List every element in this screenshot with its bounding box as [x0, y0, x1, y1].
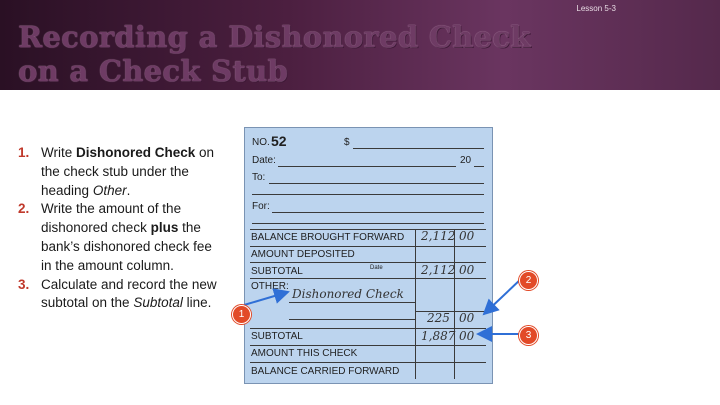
balance-carried-label: BALANCE CARRIED FORWARD — [251, 366, 400, 377]
step-text: line. — [182, 295, 212, 311]
title-line-1: Recording a Dishonored Check — [18, 20, 531, 54]
step-bold: Dishonored Check — [76, 145, 196, 160]
title-line-2: on a Check Stub — [18, 54, 289, 88]
other-dollars: 225 — [427, 311, 450, 325]
callout-marker-3: 3 — [519, 326, 538, 345]
subtotal-1-label: SUBTOTAL — [251, 266, 303, 277]
date-small-label: Date — [370, 265, 383, 271]
subtotal-1-cents: 00 — [459, 263, 475, 277]
callout-marker-2: 2 — [519, 271, 538, 290]
amount-this-check-label: AMOUNT THIS CHECK — [251, 348, 358, 359]
subtotal-1-dollars: 2,112 — [421, 263, 456, 277]
stub-date-label: Date: — [252, 155, 276, 166]
arrow-2 — [484, 278, 522, 314]
other-label: OTHER: — [251, 281, 289, 292]
stub-for-label: For: — [252, 201, 270, 212]
step-text: Write — [41, 145, 77, 160]
step-text: Calculate and record the new subtotal on the — [41, 276, 217, 311]
subtotal-2-label: SUBTOTAL — [251, 331, 303, 342]
subtotal-2-cents: 00 — [459, 329, 475, 343]
step-italic: Other — [92, 182, 127, 198]
stub-to-label: To: — [252, 172, 266, 183]
balance-forward-dollars: 2,112 — [421, 229, 456, 243]
callout-marker-1: 1 — [232, 305, 251, 324]
step-italic: Subtotal — [133, 295, 183, 311]
step-text: Write the amount of the dishonored check — [41, 201, 182, 236]
other-cents: 00 — [459, 311, 475, 325]
step-text: the bank’s dishonored check fee in the amount column. — [41, 220, 212, 273]
other-entry: Dishonored Check — [292, 287, 404, 301]
step-bold: plus — [150, 220, 179, 236]
arrow-1 — [244, 292, 288, 305]
step-text: . — [126, 182, 131, 198]
stub-year: 20 — [460, 155, 472, 166]
step-text: on the check stub under the heading — [41, 145, 215, 198]
balance-forward-label: BALANCE BROUGHT FORWARD — [251, 232, 405, 243]
subtotal-2-dollars: 1,887 — [421, 329, 456, 343]
balance-forward-cents: 00 — [459, 229, 475, 243]
stub-no-label: NO. — [252, 137, 270, 148]
lesson-label: Lesson 5-3 — [576, 4, 616, 13]
step-number: 1. — [18, 145, 30, 160]
stub-dollar-sign: $ — [344, 137, 350, 148]
amount-deposited-label: AMOUNT DEPOSITED — [251, 249, 355, 260]
step-number: 3. — [18, 276, 30, 292]
stub-no-value: 52 — [271, 133, 287, 149]
step-number: 2. — [18, 201, 30, 217]
